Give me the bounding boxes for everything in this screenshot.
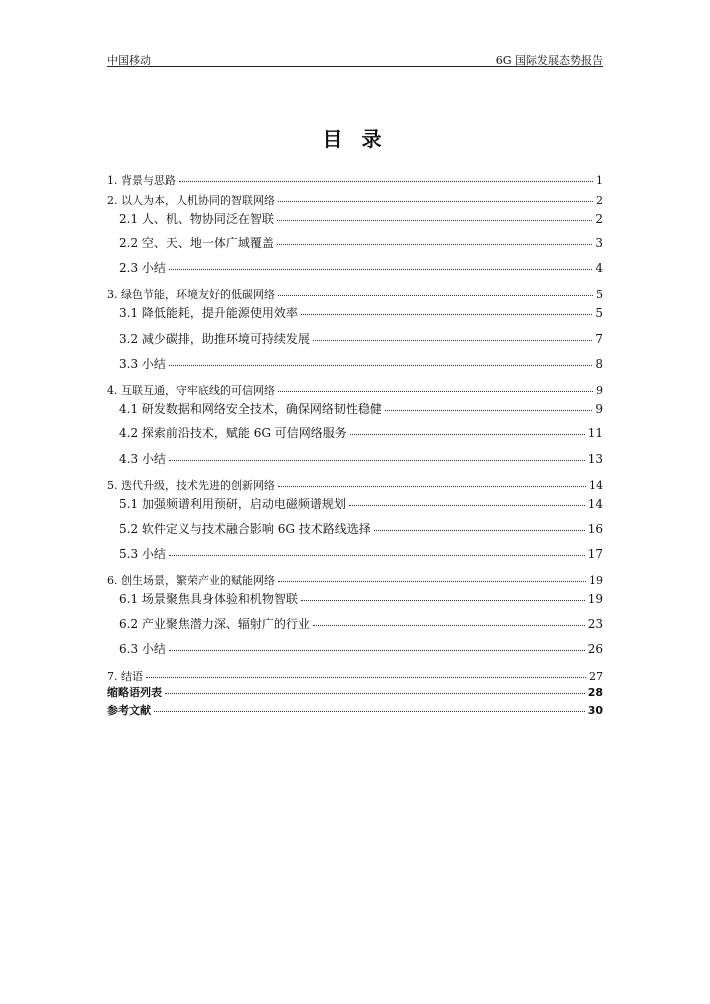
toc-entry[interactable] — [107, 286, 603, 302]
toc-entry[interactable] — [107, 702, 603, 718]
toc-leader-dots — [169, 640, 585, 651]
toc-leader-dots — [301, 304, 592, 315]
header-left-text: 中国移动 — [107, 54, 151, 67]
toc-entry[interactable] — [107, 259, 603, 276]
page-title: 目 录 — [322, 127, 388, 151]
toc-entry-page-number: 14 — [589, 479, 603, 492]
toc-entry[interactable] — [107, 668, 603, 684]
toc-entry-page-number: 5 — [595, 306, 603, 320]
toc-leader-dots — [154, 701, 585, 712]
toc-entry[interactable] — [107, 330, 603, 347]
toc-entry-label: 5.1 加强频谱利用预研，启动电磁频谱规划 — [119, 497, 346, 511]
toc-entry[interactable] — [107, 234, 603, 251]
toc-entry-label: 4.1 研发数据和网络安全技术，确保网络韧性稳健 — [119, 402, 382, 416]
toc-entry-page-number: 19 — [589, 574, 603, 587]
toc-entry-page-number: 14 — [587, 497, 603, 511]
header-right-text: 6G 国际发展态势报告 — [495, 54, 603, 67]
toc-entry-label: 2.1 人、机、物协同泛在智联 — [119, 212, 274, 226]
toc-leader-dots — [301, 590, 585, 601]
toc-entry-label: 6.2 产业聚焦潜力深、辐射广的行业 — [119, 617, 310, 631]
toc-entry-page-number: 11 — [587, 426, 603, 440]
toc-entry[interactable] — [107, 545, 603, 562]
toc-entry-page-number: 23 — [587, 617, 603, 631]
toc-entry-page-number: 30 — [587, 704, 603, 717]
toc-entry-label: 4.2 探索前沿技术，赋能 6G 可信网络服务 — [119, 426, 347, 440]
toc-entry-label: 6.3 小结 — [119, 642, 166, 656]
toc-entry-label: 5.2 软件定义与技术融合影响 6G 技术路线选择 — [119, 522, 371, 536]
toc-entry[interactable] — [107, 210, 603, 227]
toc-entry[interactable] — [107, 477, 603, 493]
toc-entry[interactable] — [107, 450, 603, 467]
toc-entry-page-number: 2 — [596, 194, 603, 207]
toc-leader-dots — [146, 667, 586, 678]
toc-entry-page-number: 13 — [587, 452, 603, 466]
toc-entry[interactable] — [107, 495, 603, 512]
toc-entry-label: 5. 迭代升级，技术先进的创新网络 — [107, 479, 275, 492]
toc-entry-page-number: 9 — [595, 402, 603, 416]
toc-entry-label: 3.1 降低能耗，提升能源使用效率 — [119, 306, 298, 320]
toc-leader-dots — [350, 424, 585, 435]
toc-leader-dots — [349, 495, 585, 506]
toc-entry-page-number: 9 — [596, 384, 603, 397]
toc-entry[interactable] — [107, 355, 603, 372]
toc-entry-label: 4. 互联互通，守牢底线的可信网络 — [107, 384, 275, 397]
toc-entry-label: 7. 结语 — [107, 670, 143, 683]
toc-entry-page-number: 19 — [587, 592, 603, 606]
toc-leader-dots — [169, 355, 592, 366]
toc-leader-dots — [374, 520, 585, 531]
toc-leader-dots — [277, 234, 592, 245]
toc-entry-page-number: 27 — [589, 670, 603, 683]
toc-entry-page-number: 4 — [595, 261, 603, 275]
toc-entry[interactable] — [107, 590, 603, 607]
toc-entry-label: 4.3 小结 — [119, 452, 166, 466]
toc-entry[interactable] — [107, 172, 603, 188]
toc-entry-page-number: 3 — [595, 236, 603, 250]
toc-leader-dots — [169, 450, 585, 461]
toc-entry-label: 3. 绿色节能，环境友好的低碳网络 — [107, 288, 275, 301]
toc-leader-dots — [313, 615, 585, 626]
toc-entry-label: 1. 背景与思路 — [107, 174, 176, 187]
toc-entry[interactable] — [107, 684, 603, 700]
toc-entry[interactable] — [107, 572, 603, 588]
toc-entry-page-number: 16 — [587, 522, 603, 536]
toc-entry-label: 缩略语列表 — [107, 686, 162, 699]
toc-entry-page-number: 7 — [595, 332, 603, 346]
toc-entry-label: 3.3 小结 — [119, 357, 166, 371]
toc-leader-dots — [179, 171, 593, 182]
toc-leader-dots — [385, 400, 592, 411]
toc-entry-label: 6. 创生场景，繁荣产业的赋能网络 — [107, 574, 275, 587]
toc-entry[interactable] — [107, 615, 603, 632]
toc-entry[interactable] — [107, 400, 603, 417]
toc-entry[interactable] — [107, 424, 603, 441]
toc-entry-page-number: 26 — [587, 642, 603, 656]
toc-leader-dots — [277, 210, 592, 221]
toc-entry-label: 2.3 小结 — [119, 261, 166, 275]
toc-entry[interactable] — [107, 640, 603, 657]
toc-entry-label: 2.2 空、天、地一体广域覆盖 — [119, 236, 274, 250]
toc-leader-dots — [169, 545, 585, 556]
toc-entry[interactable] — [107, 382, 603, 398]
toc-entry-label: 参考文献 — [107, 704, 151, 717]
toc-leader-dots — [278, 191, 593, 202]
toc-leader-dots — [313, 330, 592, 341]
toc-entry-label: 5.3 小结 — [119, 547, 166, 561]
toc-entry-label: 3.2 减少碳排，助推环境可持续发展 — [119, 332, 310, 346]
toc-entry-label: 6.1 场景聚焦具身体验和机物智联 — [119, 592, 298, 606]
toc-leader-dots — [165, 683, 585, 694]
toc-entry-page-number: 17 — [587, 547, 603, 561]
toc-entry-page-number: 5 — [596, 288, 603, 301]
toc-leader-dots — [278, 381, 593, 392]
toc-entry[interactable] — [107, 520, 603, 537]
toc-leader-dots — [278, 571, 586, 582]
toc-entry-page-number: 2 — [595, 212, 603, 226]
toc-entry-page-number: 28 — [587, 686, 603, 699]
toc-entry-page-number: 8 — [595, 357, 603, 371]
toc-entry-page-number: 1 — [596, 174, 603, 187]
toc-entry[interactable] — [107, 304, 603, 321]
page-header — [107, 52, 603, 67]
toc-leader-dots — [169, 259, 592, 270]
toc-leader-dots — [278, 285, 593, 296]
toc-entry-label: 2. 以人为本，人机协同的智联网络 — [107, 194, 275, 207]
toc-entry[interactable] — [107, 192, 603, 208]
toc-leader-dots — [278, 476, 586, 487]
